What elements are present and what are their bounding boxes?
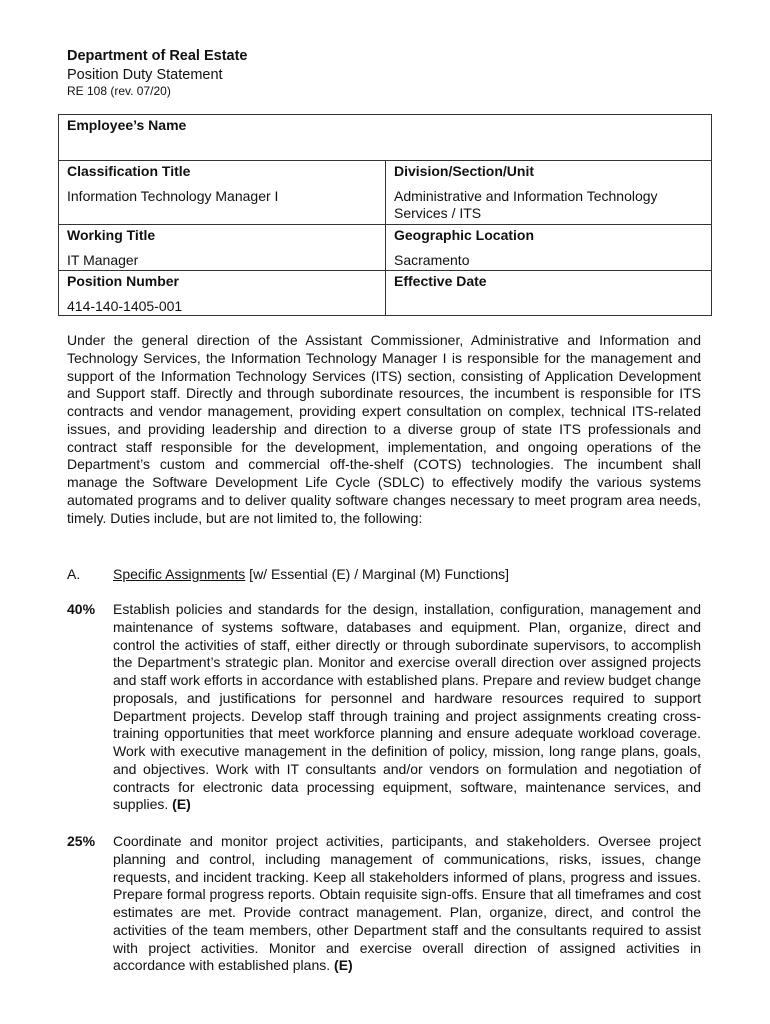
task-text: Coordinate and monitor project activities, participants, and stakeholders. Oversee project planning and control, including management of communications, risks, issues, change requests, and incident tracking. Keep all stakeholders informed of plans, progress and issues. Prepare formal progress reports. Obtain requisite sign-offs. Ensure that all timeframes and cost estimates are met. Provide contract management. Plan, organize, direct, and control the activities of the team members, other Department staff and the consultants required to assist with project activities. Monitor and exercise overall direction of assigned activities in accordance with established plans. xyxy=(113,833,702,974)
position-number-cell xyxy=(59,271,386,316)
task-description xyxy=(113,601,701,814)
section-letter: A. xyxy=(67,566,81,582)
essential-tag: (E) xyxy=(334,957,353,974)
section-title: Specific Assignments xyxy=(113,566,246,582)
effective-date-cell xyxy=(386,271,712,316)
location-cell xyxy=(386,225,712,271)
effective-date-label: Effective Date xyxy=(394,273,487,289)
location-value: Sacramento xyxy=(394,252,470,268)
task-item xyxy=(67,601,701,814)
position-number-label: Position Number xyxy=(67,273,180,289)
location-label: Geographic Location xyxy=(394,227,535,243)
working-title-value: IT Manager xyxy=(67,252,139,268)
task-item xyxy=(67,833,701,975)
position-info-table xyxy=(58,114,712,316)
document-header xyxy=(67,47,248,99)
task-percent: 40% xyxy=(67,601,96,617)
task-description xyxy=(113,833,701,975)
form-revision: RE 108 (rev. 07/20) xyxy=(67,84,171,99)
classification-value: Information Technology Manager I xyxy=(67,188,279,204)
division-cell xyxy=(386,161,712,225)
essential-tag: (E) xyxy=(172,796,191,813)
table-row xyxy=(59,115,712,161)
working-title-cell xyxy=(59,225,386,271)
section-heading xyxy=(67,566,701,584)
table-row xyxy=(59,271,712,316)
position-number-value: 414-140-1405-001 xyxy=(67,298,183,314)
employee-name-cell xyxy=(59,115,712,161)
table-row xyxy=(59,225,712,271)
table-row xyxy=(59,161,712,225)
document-title: Position Duty Statement xyxy=(67,67,223,84)
employee-name-label: Employee’s Name xyxy=(67,117,187,133)
classification-label: Classification Title xyxy=(67,163,191,179)
intro-paragraph: Under the general direction of the Assistant Commissioner, Administrative and Information and Technology Services, the Information Technology Manager I is responsible for the management and support of the Information Technology Services (ITS) section, consisting of Application Development and Support staff. Directly and through subordinate resources, the incumbent is responsible for ITS contracts and vendor management, providing expert consultation on complex, technical ITS-related issues, and providing leadership and direction to a diverse group of state ITS professionals and contract staff responsible for the development, implementation, and ongoing operations of the Department’s custom and commercial off-the-shelf (COTS) technologies. The incumbent shall manage the Software Development Life Cycle (SDLC) to effectively modify the various systems automated programs and to deliver quality software changes necessary to meet program area needs, timely. Duties include, but are not limited to, the following: xyxy=(67,332,701,526)
division-label: Division/Section/Unit xyxy=(394,163,535,179)
classification-cell xyxy=(59,161,386,225)
task-percent: 25% xyxy=(67,833,96,849)
division-value: Administrative and Information Technology Services / ITS xyxy=(394,188,658,221)
section-subtitle: [w/ Essential (E) / Marginal (M) Functions] xyxy=(245,566,510,582)
working-title-label: Working Title xyxy=(67,227,156,243)
task-text: Establish policies and standards for the design, installation, configuration, management and maintenance of systems software, databases and equipment. Plan, organize, direct and control the activities of staff, either directly or through subordinate supervisors, to accomplish the Department’s strategic plan. Monitor and exercise overall direction over assigned projects and staff work efforts in accordance with established plans. Prepare and review budget change proposals, and justifications for personnel and hardware resources required to support Department projects. Develop staff through training and project assignments creating cross-training opportunities that meet workforce planning and ensure adequate workload coverage. Work with executive management in the definition of policy, mission, long range plans, goals, and objectives. Work with IT consultants and/or vendors on formulation and negotiation of contracts for electronic data processing equipment, software, maintenance services, and supplies. xyxy=(113,601,701,813)
department-name: Department of Real Estate xyxy=(67,48,248,64)
